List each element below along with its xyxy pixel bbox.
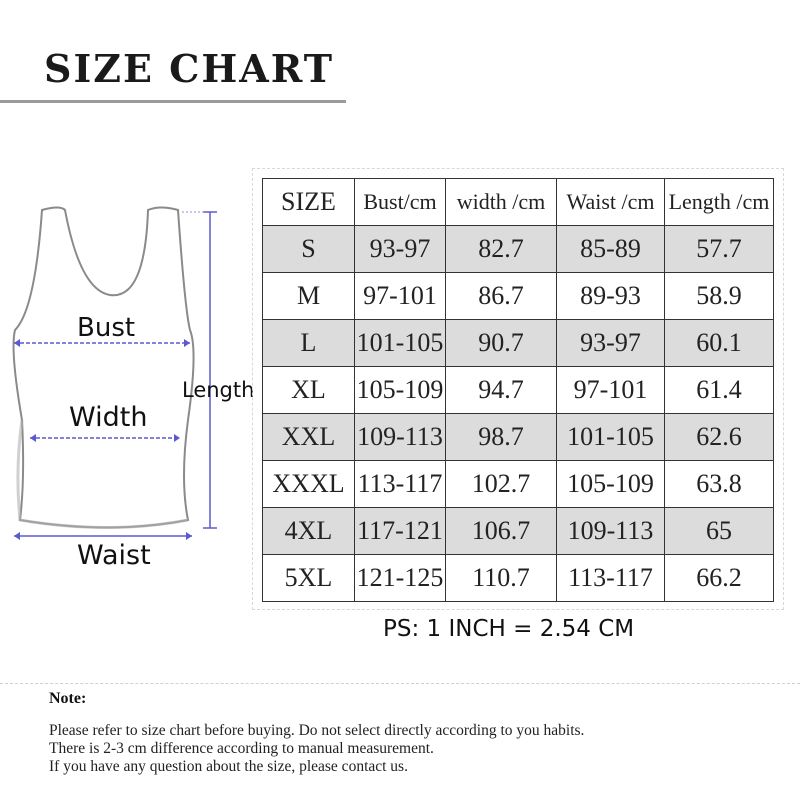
table-row: [263, 414, 774, 461]
measurement-cell: 106.7: [446, 508, 557, 555]
size-cell: XXXL: [263, 461, 355, 508]
measurement-cell: 105-109: [557, 461, 665, 508]
tank-top-outline: [14, 208, 194, 528]
measurement-cell: 101-105: [557, 414, 665, 461]
size-cell: S: [263, 226, 355, 273]
width-label: Width: [69, 402, 148, 433]
table-row: [263, 555, 774, 602]
measurement-cell: 90.7: [446, 320, 557, 367]
length-label: Length: [182, 378, 255, 402]
measurement-cell: 105-109: [355, 367, 446, 414]
note-title: Note:: [49, 690, 87, 707]
note-line: If you have any question about the size, please contact us.: [49, 758, 408, 775]
size-cell: 4XL: [263, 508, 355, 555]
table-row: [263, 226, 774, 273]
note-line: There is 2-3 cm difference according to manual measurement.: [49, 740, 434, 757]
size-cell: M: [263, 273, 355, 320]
measurement-cell: 94.7: [446, 367, 557, 414]
header-cell: width /cm: [446, 179, 557, 226]
measurement-cell: 58.9: [665, 273, 774, 320]
title-underline: [0, 100, 346, 103]
measurement-cell: 62.6: [665, 414, 774, 461]
measurement-cell: 101-105: [355, 320, 446, 367]
waist-label: Waist: [77, 540, 151, 571]
measurement-cell: 102.7: [446, 461, 557, 508]
measurement-cell: 66.2: [665, 555, 774, 602]
measurement-cell: 113-117: [355, 461, 446, 508]
measurement-cell: 57.7: [665, 226, 774, 273]
measurement-cell: 109-113: [355, 414, 446, 461]
note-line: Please refer to size chart before buying. Do not select directly according to you habits.: [49, 722, 585, 739]
measurement-cell: 110.7: [446, 555, 557, 602]
measurement-cell: 86.7: [446, 273, 557, 320]
size-cell: L: [263, 320, 355, 367]
bust-label: Bust: [77, 313, 136, 343]
measurement-cell: 117-121: [355, 508, 446, 555]
measurement-cell: 109-113: [557, 508, 665, 555]
measurement-cell: 121-125: [355, 555, 446, 602]
measurement-cell: 61.4: [665, 367, 774, 414]
measurement-cell: 63.8: [665, 461, 774, 508]
measurement-cell: 98.7: [446, 414, 557, 461]
page-title: SIZE CHART: [44, 46, 334, 91]
header-cell: SIZE: [263, 179, 355, 226]
measurement-cell: 89-93: [557, 273, 665, 320]
measurement-cell: 85-89: [557, 226, 665, 273]
header-cell: Length /cm: [665, 179, 774, 226]
measurement-cell: 113-117: [557, 555, 665, 602]
measurement-cell: 65: [665, 508, 774, 555]
measurement-cell: 93-97: [557, 320, 665, 367]
size-cell: 5XL: [263, 555, 355, 602]
table-header-row: [263, 179, 774, 226]
size-cell: XL: [263, 367, 355, 414]
note-text: [49, 722, 584, 776]
measurement-cell: 60.1: [665, 320, 774, 367]
header-cell: Waist /cm: [557, 179, 665, 226]
inch-conversion-note: PS: 1 INCH = 2.54 CM: [383, 616, 635, 642]
table-row: [263, 320, 774, 367]
measurement-cell: 97-101: [557, 367, 665, 414]
header-cell: Bust/cm: [355, 179, 446, 226]
table-row: [263, 508, 774, 555]
table-row: [263, 461, 774, 508]
measurement-cell: 82.7: [446, 226, 557, 273]
table-row: [263, 367, 774, 414]
size-table: [262, 178, 774, 602]
size-cell: XXL: [263, 414, 355, 461]
measurement-cell: 97-101: [355, 273, 446, 320]
measurement-cell: 93-97: [355, 226, 446, 273]
note-divider: [0, 683, 800, 684]
table-row: [263, 273, 774, 320]
